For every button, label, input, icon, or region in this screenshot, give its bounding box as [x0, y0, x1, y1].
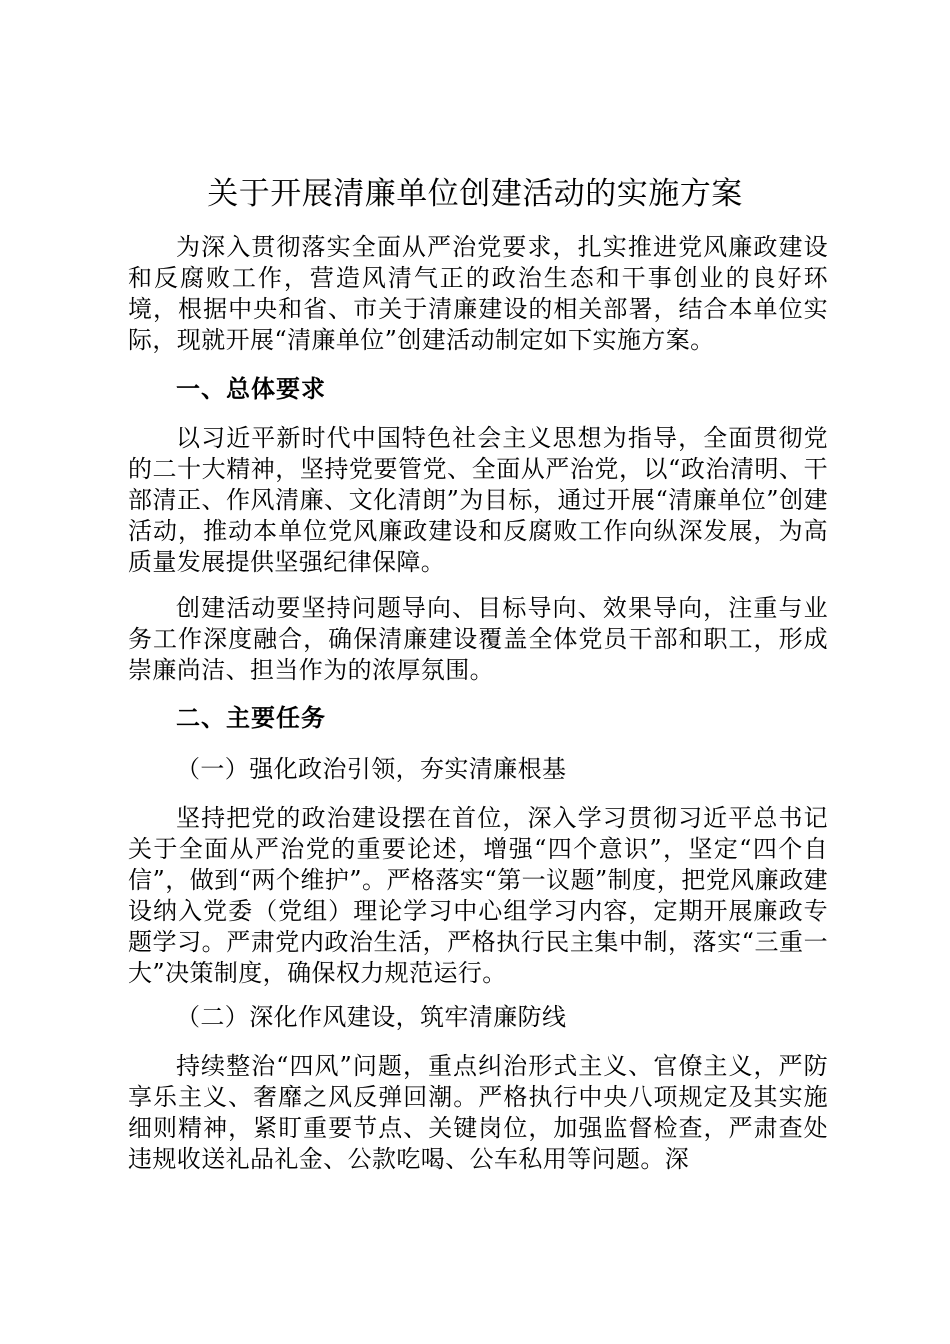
political-guidance-paragraph: 坚持把党的政治建设摆在首位，深入学习贯彻习近平总书记关于全面从严治党的重要论述，增强“四个意识”，坚定“四个自信”，做到“两个维护”。严格落实“第一议题”制度，把党风廉政建设纳入党委（党组）理论学习中心组学习内容，定期开展廉政专题学习。严肃党内政治生活，严格执行民主集中制，落实“三重一大”决策制度，确保权力规范运行。 — [128, 804, 828, 987]
work-style-paragraph: 持续整治“四风”问题，重点纠治形式主义、官僚主义，严防享乐主义、奢靡之风反弹回潮。严格执行中央八项规定及其实施细则精神，紧盯重要节点、关键岗位，加强监督检查，严肃查处违规收送礼品礼金、公款吃喝、公车私用等问题。深 — [128, 1052, 828, 1173]
section-heading-main-tasks: 二、主要任务 — [176, 703, 326, 732]
intro-paragraph: 为深入贯彻落实全面从严治党要求，扎实推进党风廉政建设和反腐败工作，营造风清气正的政治生态和干事创业的良好环境，根据中央和省、市关于清廉建设的相关部署，结合本单位实际，现就开展“清廉单位”创建活动制定如下实施方案。 — [128, 233, 828, 354]
section-heading-general-requirements: 一、总体要求 — [176, 374, 326, 403]
general-requirements-paragraph-2: 创建活动要坚持问题导向、目标导向、效果导向，注重与业务工作深度融合，确保清廉建设覆盖全体党员干部和职工，形成崇廉尚洁、担当作为的浓厚氛围。 — [128, 594, 828, 684]
document-title: 关于开展清廉单位创建活动的实施方案 — [207, 176, 743, 212]
subsection-heading-work-style: （二）深化作风建设，筑牢清廉防线 — [176, 1003, 567, 1031]
subsection-heading-political-guidance: （一）强化政治引领，夯实清廉根基 — [176, 755, 567, 783]
general-requirements-paragraph-1: 以习近平新时代中国特色社会主义思想为指导，全面贯彻党的二十大精神，坚持党要管党、全面从严治党，以“政治清明、干部清正、作风清廉、文化清朗”为目标，通过开展“清廉单位”创建活动，推动本单位党风廉政建设和反腐败工作向纵深发展，为高质量发展提供坚强纪律保障。 — [128, 424, 828, 576]
